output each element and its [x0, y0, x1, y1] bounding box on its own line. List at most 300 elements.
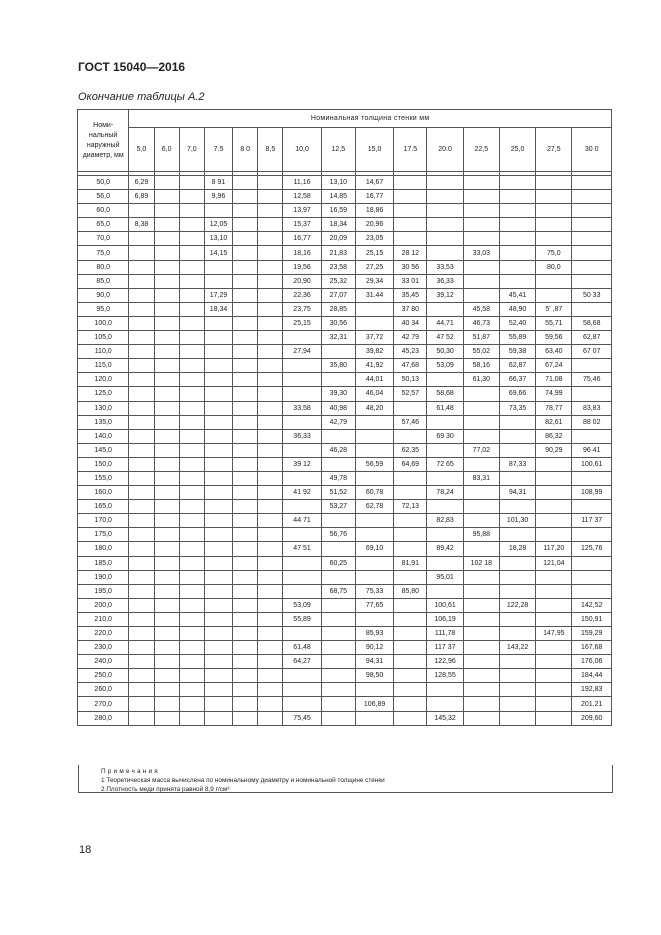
diameter-cell: 250,0 [78, 669, 129, 683]
mass-cell: 61,48 [427, 401, 463, 415]
mass-cell [204, 260, 232, 274]
mass-cell: 64,69 [394, 457, 427, 471]
mass-cell: 192,83 [572, 683, 612, 697]
mass-cell [204, 316, 232, 330]
mass-cell [355, 711, 393, 725]
mass-cell: 39,82 [355, 345, 393, 359]
mass-cell: 61,48 [283, 641, 321, 655]
mass-cell [536, 669, 572, 683]
mass-cell [394, 232, 427, 246]
mass-cell [499, 556, 535, 570]
mass-cell [572, 190, 612, 204]
mass-cell [258, 457, 283, 471]
mass-cell: 46,73 [463, 316, 499, 330]
mass-cell [204, 683, 232, 697]
diameter-cell: 80,0 [78, 260, 129, 274]
note-2: 2 Плотность меди принята равной 8,9 г/см³ [101, 786, 230, 793]
mass-cell [258, 443, 283, 457]
mass-cell [499, 584, 535, 598]
mass-cell [154, 190, 179, 204]
mass-cell [129, 697, 154, 711]
note-1: 1 Теоретическая масса вычислена по номинальному диаметру и номинальной толщине стенки [101, 777, 385, 784]
table-row [78, 471, 612, 485]
mass-cell [233, 302, 258, 316]
mass-cell [129, 302, 154, 316]
table-row [78, 500, 612, 514]
mass-cell [233, 246, 258, 260]
mass-cell [129, 556, 154, 570]
mass-cell: 18,16 [283, 246, 321, 260]
mass-cell: 44 71 [283, 514, 321, 528]
mass-cell [204, 471, 232, 485]
mass-cell [536, 190, 572, 204]
table-row [78, 429, 612, 443]
mass-cell: 98,50 [355, 669, 393, 683]
mass-cell [283, 471, 321, 485]
mass-cell: 40 34 [394, 316, 427, 330]
mass-cell: 75,45 [283, 711, 321, 725]
mass-cell [463, 655, 499, 669]
mass-cell: 27,25 [355, 260, 393, 274]
mass-cell [233, 556, 258, 570]
mass-cell: 11,16 [283, 176, 321, 190]
mass-cell: 85,93 [355, 627, 393, 641]
mass-cell [179, 176, 204, 190]
mass-cell [233, 443, 258, 457]
mass-cell: 75,46 [572, 373, 612, 387]
mass-cell: 69,10 [355, 542, 393, 556]
mass-cell [394, 570, 427, 584]
mass-cell: 20,90 [283, 274, 321, 288]
mass-cell: 167,68 [572, 641, 612, 655]
mass-cell: 59,56 [536, 331, 572, 345]
diameter-cell: 50,0 [78, 176, 129, 190]
mass-cell: 125,76 [572, 542, 612, 556]
mass-cell [129, 528, 154, 542]
diameter-cell: 175,0 [78, 528, 129, 542]
table-body [78, 172, 612, 726]
mass-cell [355, 316, 393, 330]
mass-cell [572, 260, 612, 274]
mass-cell: 55,71 [536, 316, 572, 330]
mass-cell [499, 471, 535, 485]
diameter-cell: 145,0 [78, 443, 129, 457]
mass-cell: 100,61 [572, 457, 612, 471]
mass-cell: 41,92 [355, 359, 393, 373]
mass-cell [394, 711, 427, 725]
mass-cell: 67 07 [572, 345, 612, 359]
diameter-cell: 240,0 [78, 655, 129, 669]
mass-cell [536, 232, 572, 246]
mass-cell [499, 612, 535, 626]
mass-cell [258, 204, 283, 218]
mass-cell [204, 655, 232, 669]
mass-cell [179, 387, 204, 401]
mass-cell [204, 401, 232, 415]
mass-cell [179, 669, 204, 683]
mass-cell: 27,94 [283, 345, 321, 359]
mass-cell [463, 274, 499, 288]
mass-cell [179, 627, 204, 641]
mass-cell [536, 683, 572, 697]
mass-cell [427, 471, 463, 485]
table-row [78, 401, 612, 415]
mass-table [77, 109, 612, 726]
mass-cell [179, 359, 204, 373]
diameter-cell: 210,0 [78, 612, 129, 626]
mass-cell [129, 387, 154, 401]
thickness-columns-header-row [78, 128, 612, 172]
mass-cell: 209,60 [572, 711, 612, 725]
table-row [78, 443, 612, 457]
mass-cell: 20,09 [321, 232, 355, 246]
mass-cell [463, 387, 499, 401]
mass-cell [463, 190, 499, 204]
diameter-cell: 200,0 [78, 598, 129, 612]
mass-cell [258, 415, 283, 429]
thickness-column-header: 22,5 [463, 128, 499, 172]
mass-cell [536, 655, 572, 669]
mass-cell [463, 415, 499, 429]
mass-cell: 159,29 [572, 627, 612, 641]
mass-cell [283, 697, 321, 711]
mass-cell: 17,29 [204, 288, 232, 302]
mass-cell: 150,91 [572, 612, 612, 626]
thickness-column-header: 8 0 [233, 128, 258, 172]
thickness-column-header: 27,5 [536, 128, 572, 172]
mass-cell [499, 570, 535, 584]
mass-cell: 50,13 [394, 373, 427, 387]
mass-cell [179, 204, 204, 218]
mass-cell [179, 641, 204, 655]
mass-cell: 81,91 [394, 556, 427, 570]
mass-cell [154, 514, 179, 528]
mass-cell: 51,52 [321, 486, 355, 500]
mass-cell [258, 683, 283, 697]
mass-cell [427, 683, 463, 697]
mass-cell: 176,06 [572, 655, 612, 669]
mass-cell [233, 373, 258, 387]
mass-cell [499, 697, 535, 711]
mass-cell [233, 457, 258, 471]
mass-cell [154, 274, 179, 288]
mass-cell [258, 471, 283, 485]
mass-cell [572, 274, 612, 288]
mass-cell [394, 218, 427, 232]
mass-cell [572, 429, 612, 443]
mass-cell [536, 204, 572, 218]
mass-cell [154, 218, 179, 232]
mass-cell [463, 486, 499, 500]
mass-cell [283, 331, 321, 345]
mass-cell: 57,46 [394, 415, 427, 429]
mass-cell [394, 429, 427, 443]
mass-cell [233, 401, 258, 415]
mass-cell [499, 500, 535, 514]
mass-cell [394, 655, 427, 669]
mass-cell [572, 471, 612, 485]
mass-cell [427, 218, 463, 232]
mass-cell [233, 486, 258, 500]
diameter-cell: 195,0 [78, 584, 129, 598]
page-number: 18 [79, 844, 92, 856]
mass-cell [572, 570, 612, 584]
mass-cell [233, 218, 258, 232]
mass-cell: 56,76 [321, 528, 355, 542]
mass-cell: 9,96 [204, 190, 232, 204]
mass-cell [129, 331, 154, 345]
mass-cell [427, 556, 463, 570]
mass-cell [179, 556, 204, 570]
mass-cell: 58,68 [572, 316, 612, 330]
mass-cell [394, 471, 427, 485]
mass-cell: 18,34 [321, 218, 355, 232]
mass-cell [129, 627, 154, 641]
mass-cell [499, 655, 535, 669]
mass-cell: 201,21 [572, 697, 612, 711]
mass-cell [321, 697, 355, 711]
mass-cell [572, 204, 612, 218]
mass-cell [499, 443, 535, 457]
mass-cell [463, 260, 499, 274]
mass-cell: 89,42 [427, 542, 463, 556]
mass-cell [394, 176, 427, 190]
mass-cell [321, 542, 355, 556]
mass-cell [179, 316, 204, 330]
mass-cell [258, 345, 283, 359]
mass-cell: 53,09 [427, 359, 463, 373]
mass-cell [129, 260, 154, 274]
mass-cell [179, 655, 204, 669]
mass-cell: 6,29 [129, 176, 154, 190]
mass-cell: 21,83 [321, 246, 355, 260]
mass-cell [321, 373, 355, 387]
mass-cell [499, 528, 535, 542]
mass-cell [572, 528, 612, 542]
mass-cell [258, 655, 283, 669]
mass-cell [463, 232, 499, 246]
mass-cell [204, 415, 232, 429]
mass-cell [233, 316, 258, 330]
mass-cell [258, 288, 283, 302]
mass-cell [233, 288, 258, 302]
mass-cell: 14,85 [321, 190, 355, 204]
mass-cell [536, 218, 572, 232]
mass-cell: 74,99 [536, 387, 572, 401]
mass-cell: 45,58 [463, 302, 499, 316]
diameter-cell: 100,0 [78, 316, 129, 330]
mass-cell [154, 246, 179, 260]
mass-cell [258, 486, 283, 500]
mass-cell [427, 373, 463, 387]
mass-cell [258, 429, 283, 443]
diameter-cell: 70,0 [78, 232, 129, 246]
mass-cell [233, 669, 258, 683]
mass-cell: 87,33 [499, 457, 535, 471]
mass-cell [233, 260, 258, 274]
mass-cell: 111,78 [427, 627, 463, 641]
mass-cell [179, 415, 204, 429]
table-caption: Окончание таблицы А.2 [78, 91, 205, 103]
table-row [78, 204, 612, 218]
mass-cell [283, 387, 321, 401]
mass-cell [233, 345, 258, 359]
mass-cell [204, 612, 232, 626]
mass-cell: 25,15 [283, 316, 321, 330]
mass-cell [233, 584, 258, 598]
mass-cell [321, 570, 355, 584]
mass-cell [394, 669, 427, 683]
mass-cell [258, 598, 283, 612]
diameter-cell: 120,0 [78, 373, 129, 387]
mass-cell [233, 415, 258, 429]
mass-cell [355, 612, 393, 626]
mass-cell: 32,31 [321, 331, 355, 345]
mass-cell [536, 514, 572, 528]
mass-cell [204, 528, 232, 542]
mass-cell [179, 528, 204, 542]
table-row [78, 612, 612, 626]
mass-cell: 14,15 [204, 246, 232, 260]
mass-cell: 37,72 [355, 331, 393, 345]
mass-cell [129, 486, 154, 500]
table-row [78, 641, 612, 655]
mass-cell [204, 556, 232, 570]
mass-cell [154, 528, 179, 542]
mass-cell: 77,65 [355, 598, 393, 612]
mass-cell [536, 612, 572, 626]
mass-cell [427, 232, 463, 246]
mass-cell [394, 486, 427, 500]
mass-cell [179, 401, 204, 415]
mass-cell: 62,78 [355, 500, 393, 514]
mass-cell: 95,01 [427, 570, 463, 584]
mass-cell: 55,89 [283, 612, 321, 626]
mass-cell [463, 401, 499, 415]
table-row [78, 288, 612, 302]
mass-cell [154, 641, 179, 655]
mass-cell [233, 711, 258, 725]
mass-cell [463, 500, 499, 514]
mass-cell [394, 514, 427, 528]
mass-cell [394, 697, 427, 711]
table-row [78, 176, 612, 190]
mass-cell [536, 584, 572, 598]
mass-cell [355, 570, 393, 584]
mass-cell: 60,25 [321, 556, 355, 570]
mass-cell [258, 584, 283, 598]
mass-cell [258, 274, 283, 288]
diameter-cell: 105,0 [78, 331, 129, 345]
diameter-cell: 135,0 [78, 415, 129, 429]
mass-cell [179, 570, 204, 584]
table-row [78, 598, 612, 612]
mass-cell [321, 598, 355, 612]
diameter-cell: 270,0 [78, 697, 129, 711]
mass-cell: 56,59 [355, 457, 393, 471]
mass-cell [204, 514, 232, 528]
mass-cell: 28,85 [321, 302, 355, 316]
mass-cell [179, 584, 204, 598]
mass-cell [258, 260, 283, 274]
mass-cell: 60,78 [355, 486, 393, 500]
thickness-column-header: 7.5 [204, 128, 232, 172]
mass-cell [536, 486, 572, 500]
mass-cell: 128,55 [427, 669, 463, 683]
mass-cell [258, 612, 283, 626]
mass-cell [129, 373, 154, 387]
mass-cell [463, 514, 499, 528]
mass-cell [572, 359, 612, 373]
mass-cell [204, 359, 232, 373]
mass-cell [427, 697, 463, 711]
mass-cell [258, 359, 283, 373]
mass-cell: 94,31 [355, 655, 393, 669]
mass-cell [463, 683, 499, 697]
mass-cell [129, 401, 154, 415]
mass-cell [499, 274, 535, 288]
mass-cell [321, 655, 355, 669]
table-row [78, 260, 612, 274]
mass-cell: 29,34 [355, 274, 393, 288]
mass-cell [427, 443, 463, 457]
diameter-cell: 110,0 [78, 345, 129, 359]
diameter-cell: 230,0 [78, 641, 129, 655]
mass-cell [233, 429, 258, 443]
table-row [78, 302, 612, 316]
mass-cell: 35,45 [394, 288, 427, 302]
mass-cell [179, 443, 204, 457]
mass-cell [355, 302, 393, 316]
mass-cell [394, 612, 427, 626]
mass-cell [499, 711, 535, 725]
mass-cell [204, 429, 232, 443]
mass-cell [283, 373, 321, 387]
mass-cell [463, 429, 499, 443]
mass-cell: 63,40 [536, 345, 572, 359]
mass-cell: 39 12 [283, 457, 321, 471]
mass-cell: 18,86 [355, 204, 393, 218]
mass-cell [179, 218, 204, 232]
mass-cell [427, 302, 463, 316]
mass-cell [355, 415, 393, 429]
mass-cell [129, 669, 154, 683]
mass-cell [536, 697, 572, 711]
mass-cell: 44,01 [355, 373, 393, 387]
mass-cell [283, 669, 321, 683]
mass-cell [179, 429, 204, 443]
mass-cell [258, 641, 283, 655]
mass-cell [179, 260, 204, 274]
mass-cell [154, 486, 179, 500]
mass-cell [154, 176, 179, 190]
mass-cell [536, 274, 572, 288]
mass-cell: 58,16 [463, 359, 499, 373]
mass-cell [233, 232, 258, 246]
mass-cell: 30,56 [321, 316, 355, 330]
mass-cell [321, 457, 355, 471]
mass-cell: 51,87 [463, 331, 499, 345]
table-row [78, 331, 612, 345]
table-row [78, 570, 612, 584]
mass-cell: 75,0 [536, 246, 572, 260]
mass-cell [258, 711, 283, 725]
mass-cell: 147,95 [536, 627, 572, 641]
mass-cell: 50,30 [427, 345, 463, 359]
mass-cell [233, 190, 258, 204]
mass-cell: 52,40 [499, 316, 535, 330]
mass-cell [204, 345, 232, 359]
